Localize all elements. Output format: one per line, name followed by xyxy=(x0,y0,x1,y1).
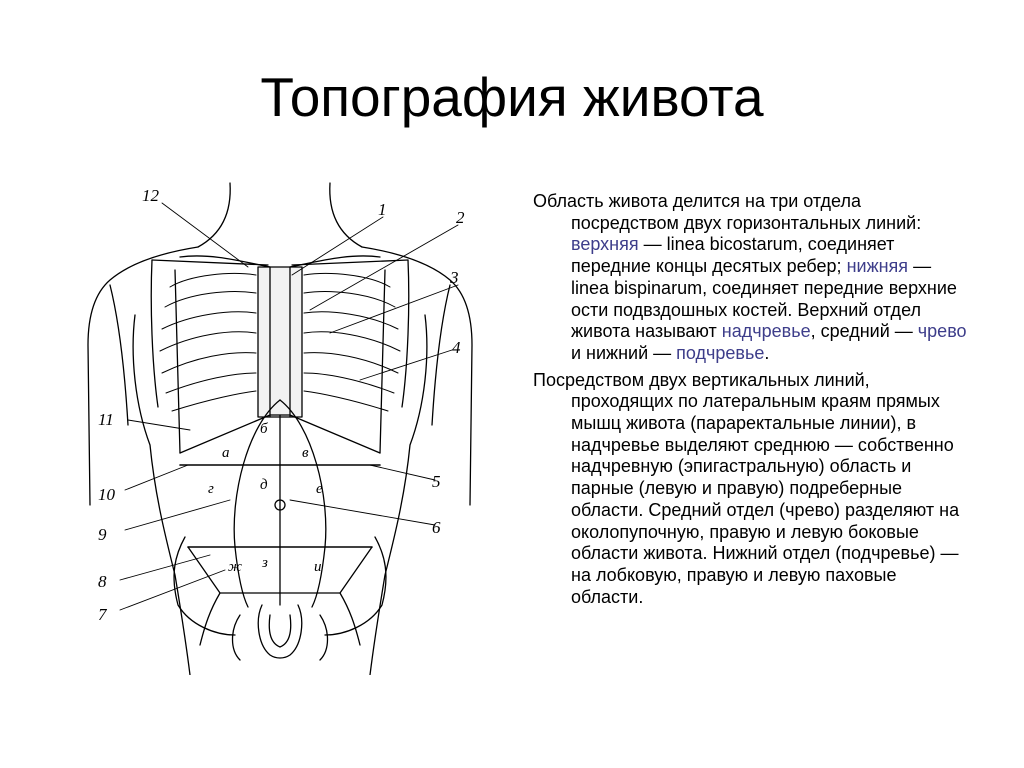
label-9: 9 xyxy=(98,525,107,544)
region-g: г xyxy=(208,481,214,497)
text-run: , средний — xyxy=(810,321,918,342)
label-11: 11 xyxy=(98,410,114,429)
region-z: з xyxy=(262,555,268,571)
rectus-outline xyxy=(234,400,280,607)
term-lower-line: нижняя xyxy=(846,256,909,277)
torso-outline xyxy=(88,247,198,505)
term-mesogastrium: чрево xyxy=(917,321,967,342)
term-epigastrium: надчревье xyxy=(721,321,811,342)
label-10: 10 xyxy=(98,485,115,504)
sternum xyxy=(258,267,302,417)
label-5: 5 xyxy=(432,472,441,491)
rib-cage-outline xyxy=(152,260,408,265)
description-text xyxy=(533,191,973,613)
label-7: 7 xyxy=(98,605,107,624)
label-4: 4 xyxy=(452,338,461,357)
region-b: б xyxy=(260,421,268,437)
region-zh: ж xyxy=(228,559,242,575)
text-run: . xyxy=(764,342,770,363)
text-run: Область живота делится на три отдела посредством двух горизонтальных линий: xyxy=(533,191,922,233)
label-6: 6 xyxy=(432,518,441,537)
page-title: Топография живота xyxy=(260,66,764,128)
label-3: 3 xyxy=(450,268,459,287)
paragraph-horizontal-lines xyxy=(533,191,973,365)
text-run: — linea bispinarum, соединяет передние верхние ости подвздошных костей. Верхний отдел живота называют xyxy=(571,256,957,342)
region-a: а xyxy=(222,445,230,461)
region-e: е xyxy=(316,481,323,497)
region-v: в xyxy=(302,445,309,461)
region-letter-labels xyxy=(208,421,323,575)
paragraph-vertical-lines: Посредством двух вертикальных линий, проходящих по латеральным краям прямых мышц живота (параректальные линии), в надчревье выделяют среднюю — собственно надчревную (эпигастральную) область и парные (левую и правую) подреберные области. Средний отдел (чрево) разделяют на околопупочную, правую и левую боковые области живота. Нижний отдел (подчревье) — на лобковую, правую и левую паховые области. xyxy=(533,369,960,607)
term-hypogastrium: подчревье xyxy=(676,342,765,363)
region-i: и xyxy=(314,559,322,575)
abdomen-topography-figure xyxy=(80,175,480,675)
label-8: 8 xyxy=(98,572,107,591)
text-run: — linea bicostarum, соединяет передние концы десятых ребер; xyxy=(571,234,895,277)
term-upper-line: верхняя xyxy=(571,234,639,255)
label-12: 12 xyxy=(142,186,159,205)
region-d: д xyxy=(260,477,268,493)
text-run: и нижний — xyxy=(571,342,677,363)
label-2: 2 xyxy=(456,208,465,227)
neck-outline xyxy=(198,183,230,247)
label-1: 1 xyxy=(378,200,387,219)
